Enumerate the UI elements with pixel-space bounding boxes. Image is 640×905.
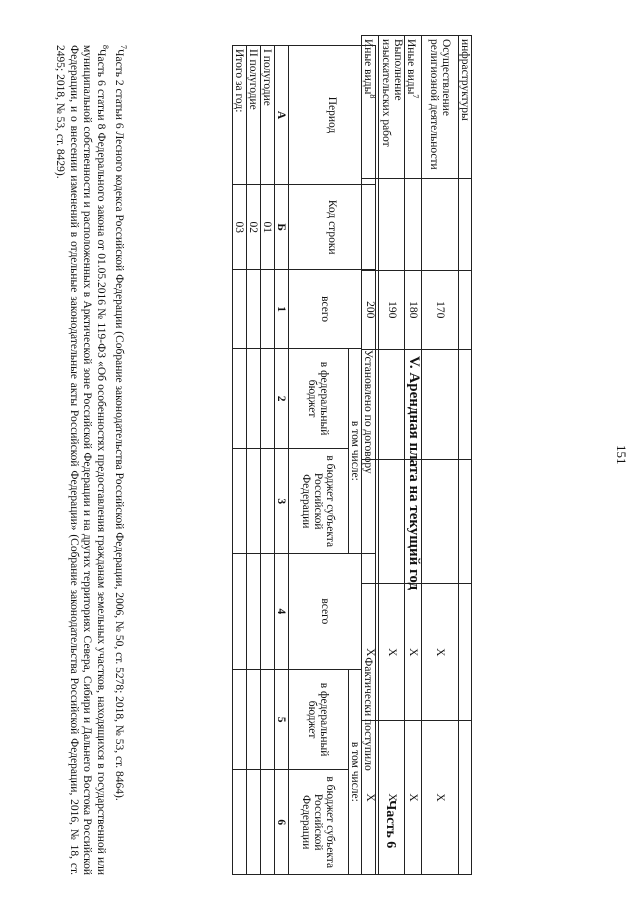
col-number: 1 <box>275 270 289 348</box>
cell-mark: X <box>362 584 379 721</box>
table-row <box>459 36 472 875</box>
row-code: 01 <box>261 184 275 269</box>
row-period: II полугодие <box>247 46 261 185</box>
col-number: 4 <box>275 553 289 669</box>
cell-mark: X <box>405 721 422 875</box>
cell-mark: X <box>362 721 379 875</box>
header-code: Код строки <box>289 184 376 269</box>
footnote: $^8$Часть 6 статьи 8 Федерального закона от 01.05.2016 № 119-ФЗ «Об особенностях предоставления гражданам земельных участков, находящихся в государственной или муниципальной собственности и расположенных в Арктической зоне Российской Федерации и на других территориях Севера, Сибири и Дальнего Востока Российской Федерации, и о внесении изменений в отдельные законодательные акты Российской Федерации» (Собрание законодательства Российской Федерации, 2016, № 18, ст. 2495; 2018, № 53, ст. 8429). <box>54 45 110 875</box>
table-row <box>233 46 247 875</box>
row-label: инфраструктуры <box>459 36 472 179</box>
cell-mark: X <box>379 721 405 875</box>
row-label: Осуществление религиозной деятельности <box>422 36 459 179</box>
cell-value: 190 <box>379 270 405 349</box>
rent-table <box>232 45 376 875</box>
cell-value: 180 <box>405 270 422 349</box>
header-regional: в бюджет субъекта Российской Федерации <box>289 770 349 875</box>
header-federal: в федеральный бюджет <box>289 669 349 770</box>
cell-mark: X <box>422 584 459 721</box>
part-label: Часть 6 <box>383 800 398 849</box>
header-total: всего <box>289 270 362 348</box>
cell-mark: X <box>405 584 422 721</box>
col-number: А <box>275 46 289 185</box>
section-title: V. Арендная плата на текущий год <box>406 356 422 591</box>
row-period: Итого за год: <box>233 46 247 185</box>
cell-value: 170 <box>422 270 459 349</box>
row-label: Иные виды$^8$ <box>362 36 379 179</box>
header-regional: в бюджет субъекта Российской Федерации <box>289 449 349 554</box>
col-number: Б <box>275 184 289 269</box>
header-incl: в том числе: <box>349 348 362 553</box>
table-row <box>247 46 261 875</box>
header-received: Фактически поступило <box>362 553 376 874</box>
header-established: Установлено по договору <box>362 270 376 554</box>
header-federal: в федеральный бюджет <box>289 348 349 449</box>
cell-mark <box>459 721 472 875</box>
row-code: 02 <box>247 184 261 269</box>
col-number: 6 <box>275 770 289 875</box>
cell-value: 200 <box>362 270 379 349</box>
row-label: Иные виды$^7$ <box>405 36 422 179</box>
table-row <box>261 46 275 875</box>
table-row <box>379 36 405 875</box>
footnote: $^7$Часть 2 статьи 6 Лесного кодекса Российской Федерации (Собрание законодательства Российской Федерации, 2006, № 50, ст. 5278; 2018, № 53, ст. 8464). <box>113 45 128 801</box>
row-code: 03 <box>233 184 247 269</box>
col-number: 5 <box>275 669 289 770</box>
cell-mark <box>459 584 472 721</box>
footnotes <box>53 45 130 875</box>
col-number: 3 <box>275 449 289 554</box>
header-row <box>362 46 376 875</box>
table-row <box>422 36 459 875</box>
row-period: I полугодие <box>261 46 275 185</box>
header-total: всего <box>289 553 362 669</box>
cell-mark: X <box>422 721 459 875</box>
header-period: Период <box>289 46 376 185</box>
page-number: 151 <box>614 445 629 465</box>
cell-value <box>459 270 472 349</box>
header-incl: в том числе: <box>349 669 362 874</box>
cell-mark: X <box>379 584 405 721</box>
numbering-row <box>275 46 289 875</box>
row-label: Выполнение изыскательских работ <box>379 36 405 179</box>
col-number: 2 <box>275 348 289 449</box>
